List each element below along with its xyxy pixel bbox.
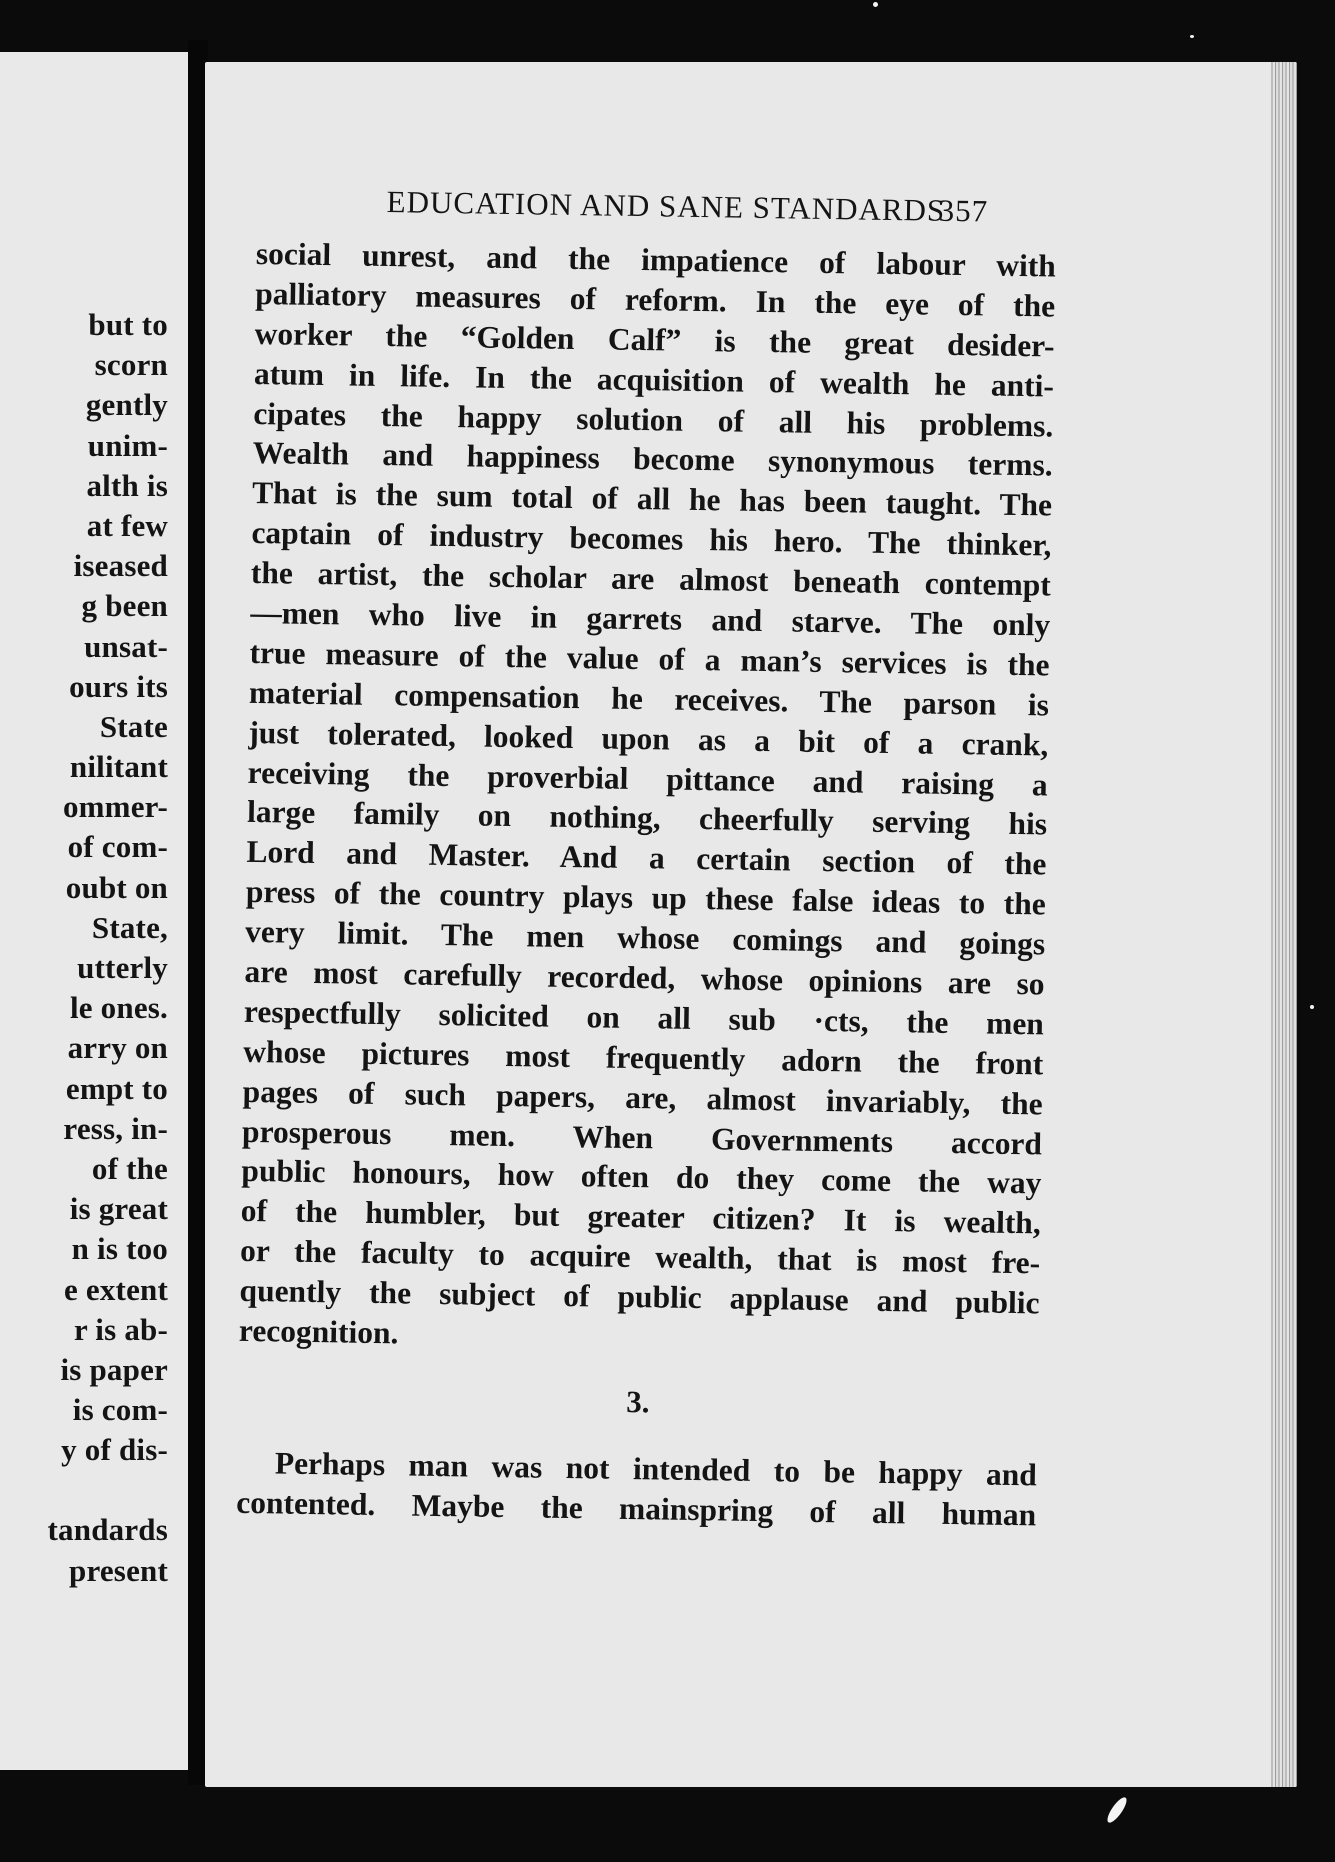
text-line: worker the “Golden Calf” is the great desider- [254,315,1055,364]
text-block [236,182,1057,1535]
left-page-line: nilitant [69,749,168,785]
running-head-title: EDUCATION AND SANE STANDARDS [386,184,946,228]
left-page-line: ours its [69,668,168,704]
left-page-line: ress, in- [63,1110,168,1146]
left-page-line: g been [81,588,168,624]
text-line: are most carefully recorded, whose opinions are so [244,953,1045,1002]
text-line: quently the subject of public applause and public [239,1273,1040,1321]
text-line: captain of industry becomes his hero. The thinker, [251,515,1052,563]
left-page-line: tandards [47,1512,168,1548]
text-line: prosperous men. When Governments accord [241,1113,1043,1162]
right-page [205,62,1297,1787]
text-line: large family on nothing, cheerfully serving his [246,794,1048,842]
left-page-line: unim- [87,427,168,463]
text-line: public honours, how often do they come the way [241,1153,1042,1201]
text-line: pages of such papers, are, almost invariably, the [242,1073,1043,1122]
text-line: or the faculty to acquire wealth, that is most fre- [239,1233,1041,1281]
section-number: 3. [625,1383,650,1420]
page-edge [1271,62,1297,1787]
left-page-line: at few [86,507,168,543]
text-line: Perhaps man was not intended to be happy and [274,1445,1038,1493]
left-page-line: is com- [72,1392,168,1428]
scan-speck [1190,35,1194,38]
text-line: Lord and Master. And a certain section of the [246,834,1047,882]
text-line: very limit. The men whose comings and goings [244,914,1046,962]
left-page-text [48,305,168,1591]
left-page [0,52,188,1770]
left-page-line: le ones. [69,990,168,1026]
paragraph-one [239,234,1056,1363]
left-page-line: n is too [71,1231,168,1267]
scan-speck [1104,1795,1129,1825]
text-line: whose pictures most frequently adorn the front [243,1033,1044,1082]
text-line: cipates the happy solution of all his problems. [253,395,1054,444]
text-line: press of the country plays up these false ideas to the [245,874,1047,922]
text-line: That is the sum total of all he has been taught. The [251,475,1053,523]
text-line: recognition. [238,1312,399,1351]
left-page-line: r is ab- [73,1311,168,1347]
left-page-gap [48,1470,168,1510]
text-line: material compensation he receives. The parson is [248,674,1050,723]
left-page-line: oubt on [65,869,168,905]
left-page-line: utterly [77,950,168,985]
left-page-line: alth is [86,467,168,503]
text-line: contented. Maybe the mainspring of all human [235,1484,1037,1533]
paragraph-two [236,1443,1037,1535]
text-line: respectfully solicited on all sub ·cts, the men [243,993,1045,1042]
text-line: palliatory measures of reform. In the eye of the [254,275,1056,324]
left-page-line: is great [69,1191,168,1227]
left-page-line: empt to [65,1070,168,1106]
left-page-line: but to [88,307,168,342]
text-line: of the humbler, but greater citizen? It is wealth, [240,1193,1042,1241]
left-page-line: State, [91,909,168,945]
text-line: social unrest, and the impatience of labour with [255,235,1057,284]
scan-speck [1310,1005,1314,1009]
text-line: receiving the proverbial pittance and raising a [247,754,1048,803]
text-line: just tolerated, looked upon as a bit of a crank, [248,714,1049,763]
left-page-line: present [69,1552,168,1588]
left-page-line: e extent [63,1271,168,1307]
left-page-line: of the [91,1150,168,1186]
left-page-line: gently [85,387,168,423]
left-page-line: arry on [67,1030,168,1066]
left-page-line: ommer- [62,789,168,825]
text-line: true measure of the value of a man’s services is the [249,634,1050,683]
text-line: —men who live in garrets and starve. The only [249,594,1051,643]
left-page-line: is paper [60,1351,168,1387]
text-line: Wealth and happiness become synonymous terms. [252,435,1053,483]
left-page-line: unsat- [84,628,168,664]
left-page-line: iseased [73,548,168,584]
text-line: the artist, the scholar are almost beneath contempt [250,555,1052,603]
page-number: 357 [938,192,989,229]
text-line: atum in life. In the acquisition of wealth he anti- [253,355,1055,404]
left-page-line: of com- [67,829,168,865]
scan-speck [873,2,878,7]
left-page-line: y of dis- [61,1432,168,1468]
left-page-line: State [99,708,168,744]
left-page-line: scorn [94,347,168,383]
